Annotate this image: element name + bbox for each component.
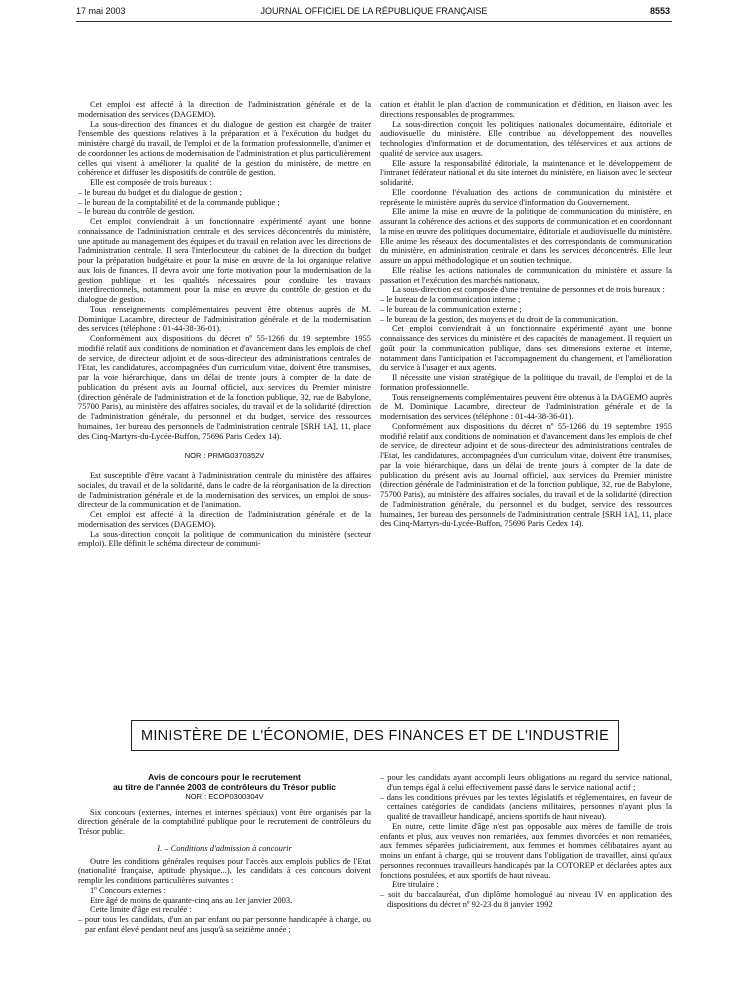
paragraph: Tous renseignements complémentaires peuvent être obtenus à la DAGEMO auprès de M. Dominique Lacambre, directeur de l'administration générale et de la modernisation des services (téléphone : 01-44-38-36-01). <box>380 391 672 421</box>
list-item: – le bureau de la comptabilité et de la commande publique ; <box>78 196 280 207</box>
right-column <box>380 100 672 529</box>
paragraph: Tous renseignements complémentaires peuvent être obtenus auprès de M. Dominique Lacambre, directeur de l'administration générale et de la modernisation des services (téléphone : 01-44-38-36-01). <box>78 303 371 334</box>
paragraph: La sous-direction conçoit les politiques nationales documentaire, éditoriale et audiovisuelle du ministère. Elle contribue au développement des nouvelles technologies d'information et de documentation, des téléservices et aux actions de qualité de service aux usagers. <box>380 118 672 158</box>
notice-nor: NOR : ECOP0300304V <box>185 792 264 801</box>
paragraph: La sous-direction conçoit la politique de communication du ministère (secteur emploi). Elle définit le schéma directeur de communi- <box>78 528 371 549</box>
paragraph: Il nécessite une vision stratégique de la politique du travail, de l'emploi et de la formation professionnelle. <box>380 372 672 392</box>
paragraph: Cet emploi conviendrait à un fonctionnaire expérimenté ayant une bonne connaissance des services du ministère et des capacités de management. Il requiert un goût pour la communication publique, dans ses dimensions externe et interne, notamment dans l'anticipation et l'accompagnement du changement, et l'amélioration du service à l'usager et aux agents. <box>380 323 672 373</box>
paragraph: La sous-direction des finances et du dialogue de gestion est chargée de traiter l'ensemble des questions relatives à la préparation et à l'exécution du budget du ministère chargé du travail, de l'emploi et de la formation professionnelle, d'animer et de coordonner les actions de modernisation de l'administration et plus particulièrement celles qui visent à améliorer la qualité de la gestion du ministère, de mettre en cohérence et diffuser les dispositifs de contrôle de gestion. <box>78 118 371 178</box>
ministry-banner: MINISTÈRE DE L'ÉCONOMIE, DES FINANCES ET DE L'INDUSTRIE <box>131 720 619 751</box>
section-heading: I. – Conditions d'admission à concourir <box>157 842 292 853</box>
notice-title-line1: Avis de concours pour le recrutement <box>148 772 301 782</box>
list-item: – soit du baccalauréat, d'un diplôme homologué au niveau IV en application des dispositions du décret nº 92-23 du 8 janvier 1992 <box>380 889 672 909</box>
list-item: – le bureau de la communication interne ; <box>380 294 521 304</box>
list-item: – le bureau du budget et du dialogue de gestion ; <box>78 186 243 197</box>
notice-title-line2: au titre de l'année 2003 de contrôleurs du Trésor public <box>112 781 337 792</box>
list-item: – le bureau de la gestion, des moyens et du droit de la communication. <box>380 313 618 324</box>
paragraph: Elle assure la responsabilité éditoriale, la maintenance et le développement de l'intranet fédérateur national et du site internet du ministère, en liaison avec le secteur solidarité. <box>380 157 672 187</box>
header-rule <box>76 21 672 22</box>
paragraph: Elle coordonne l'évaluation des actions de communication du ministère et représente le ministère auprès du service d'information du Gouvernement. <box>380 186 672 207</box>
paragraph: cation et établit le plan d'action de communication et d'édition, en liaison avec les directions responsables de programmes. <box>380 99 672 119</box>
paragraph: 1º Concours externes : <box>90 884 166 895</box>
paragraph: Cet emploi conviendrait à un fonctionnaire expérimenté ayant une bonne connaissance de l'administration centrale et des services déconcentrés du ministère, une aptitude au management des équipes et du travail en relation avec les directions de l'administration centrale. Il sera l'interlocuteur du cabinet de la direction du budget pour la préparation budgétaire et pour la mise en œuvre de la loi organique relative aux lois de finances. Il devra avoir une forte motivation pour la modernisation de la gestion publique et les qualités nécessaires pour conduire les travaux interdirectionnels, notamment pour la mise en œuvre du contrôle de gestion et du dialogue de gestion. <box>78 216 371 304</box>
paragraph: Etre titulaire : <box>392 879 439 890</box>
issue-date: 17 mai 2003 <box>76 6 126 16</box>
list-item: – pour tous les candidats, d'un an par enfant ou par personne handicapée à charge, ou par enfant élevé pendant neuf ans jusqu'à sa seizième année ; <box>78 914 371 934</box>
paragraph: Etre âgé de moins de quarante-cinq ans au 1er janvier 2003. <box>90 894 293 905</box>
paragraph: En outre, cette limite d'âge n'est pas opposable aux mères de famille de trois enfants et plus, aux veuves non remariées, aux femmes divorcées et non remariées, aux femmes séparées judiciairement, aux femmes et hommes célibataires ayant au moins un enfant à charge, qui se trouvent dans l'obligation de travailler, ainsi qu'aux personnes reconnues travailleurs handicapés par la COTOREP et déclarées aptes aux fonctions postulées, et aux sportifs de haut niveau. <box>380 820 672 880</box>
list-item: – le bureau de la communication externe ; <box>380 303 522 314</box>
paragraph: Cet emploi est affecté à la direction de l'administration générale et de la modernisation des services (DAGEMO). <box>78 99 371 119</box>
list-item: – le bureau du contrôle de gestion. <box>78 206 195 217</box>
notice-right-column <box>380 773 672 910</box>
list-item: – dans les conditions prévues par les textes législatifs et réglementaires, en faveur de certaines catégories de candidats (anciens militaires, personnes n'ayant plus la qualité de travailleur handicapé, anciens sportifs de haut niveau). <box>380 791 672 821</box>
journal-title: JOURNAL OFFICIEL DE LA RÉPUBLIQUE FRANÇAISE <box>260 6 488 16</box>
page-number: 8553 <box>649 6 670 16</box>
paragraph: Elle réalise les actions nationales de communication du ministère et assure la passation et l'exécution des marchés nationaux. <box>380 264 672 285</box>
paragraph: Elle est composée de trois bureaux : <box>90 177 212 187</box>
notice-left-column <box>78 773 371 935</box>
paragraph: Six concours (externes, internes et internes spéciaux) vont être organisés par la direction générale de la comptabilité publique pour le recrutement de contrôleurs du Trésor public. <box>78 806 371 836</box>
paragraph: Elle anime la mise en œuvre de la politique de communication du ministère, en assurant la cohérence des actions et des supports de communication et en coordonnant la mise en œuvre des politiques documentaire, éditoriale et audiovisuelle du ministère. Elle anime les réseaux des documentalistes et des correspondants de communication du ministère, en administration centrale et dans les services déconcentrés. Elle leur assure un appui méthodologique et un soutien technique. <box>380 206 672 265</box>
paragraph: Cette limite d'âge est reculée : <box>90 904 192 915</box>
paragraph: Est susceptible d'être vacant à l'administration centrale du ministère des affaires sociales, du travail et de la solidarité, dans le cadre de la réorganisation de la direction de l'administration générale et de la modernisation des services, un emploi de sous-directeur de la communication et de l'animation. <box>78 470 371 510</box>
paragraph: La sous-direction est composée d'une trentaine de personnes et de trois bureaux : <box>392 284 665 295</box>
list-item: – pour les candidats ayant accompli leurs obligations au regard du service national, d'un temps égal à celui effectivement passé dans le service national actif ; <box>380 772 672 792</box>
nor-reference: NOR : PRMG0370352V <box>184 451 265 461</box>
left-column <box>78 100 371 549</box>
paragraph: Conformément aux dispositions du décret nº 55-1266 du 19 septembre 1955 modifié relatif aux conditions de nomination et d'avancement dans les emplois de chef de service, de directeur adjoint et de sous-directeur des administrations centrales de l'Etat, les candidatures, accompagnées d'un curriculum vitae, doivent être transmises, par la voie hiérarchique, dans un délai de trente jours à compter de la date de publication du présent avis au Journal officiel, aux services du Premier ministre (direction générale de l'administration et de la fonction publique, 32, rue de Babylone, 75700 Paris), au ministère des affaires sociales, du travail et de la solidarité (direction de l'administration générale, du personnel et du budget, service des ressources humaines, 1er bureau des personnels de l'administration centrale [SRH 1A], 11, place des Cinq-Martyrs-du-Lycée-Buffon, 75696 Paris Cedex 14). <box>78 333 371 441</box>
paragraph: Cet emploi est affecté à la direction de l'administration générale et de la modernisation des services (DAGEMO). <box>78 509 371 529</box>
paragraph: Conformément aux dispositions du décret nº 55-1266 du 19 septembre 1955 modifié relatif aux conditions de nomination et d'avancement dans les emplois de chef de service, de directeur adjoint et de sous-directeur des administrations centrales de l'Etat, les candidatures, accompagnées d'un curriculum vitae, doivent être transmises, par la voie hiérarchique, dans un délai de trente jours à compter de la date de publication du présent avis au Journal officiel, aux services du Premier ministre (direction générale de l'administration et de la fonction publique, 32, rue de Babylone, 75700 Paris), au ministère des affaires sociales, du travail et de la solidarité (direction de l'administration générale, du personnel et du budget, service des ressources humaines, 1er bureau des personnels de l'administration centrale [SRH 1A], 11, place des Cinq-Martyrs-du-Lycée-Buffon, 75696 Paris Cedex 14). <box>380 420 672 529</box>
paragraph: Outre les conditions générales requises pour l'accès aux emplois publics de l'Etat (nationalité française, aptitude physique...), les candidats à ces concours doivent remplir les conditions particulières suivantes : <box>78 855 371 885</box>
